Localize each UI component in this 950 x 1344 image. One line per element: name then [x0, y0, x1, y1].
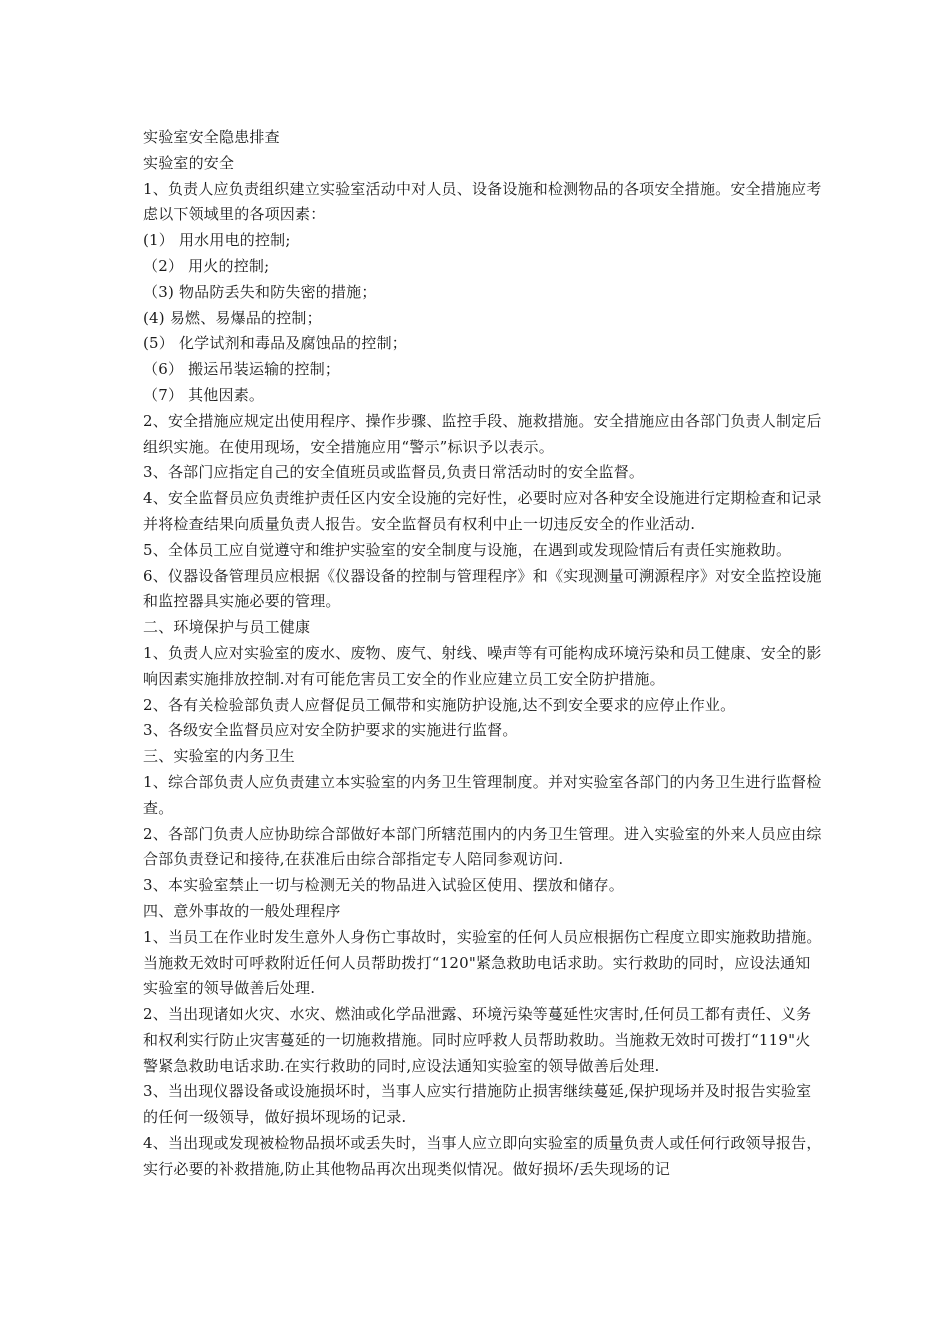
paragraph: 5、全体员工应自觉遵守和维护实验室的安全制度与设施，在遇到或发现险情后有责任实施救助。 — [143, 540, 792, 559]
section-heading-housekeeping: 三、实验室的内务卫生 — [143, 747, 296, 766]
list-item: （6） 搬运吊装运输的控制； — [143, 360, 341, 379]
list-item: （2） 用火的控制; — [143, 256, 270, 275]
section-heading-environment: 二、环境保护与员工健康 — [143, 618, 311, 637]
list-item: (5） 化学试剂和毒品及腐蚀品的控制； — [143, 334, 407, 353]
paragraph: 3、当出现仪器设备或设施损坏时，当事人应实行措施防止损害继续蔓延,保护现场并及时报告实验室的任何一级领导，做好损坏现场的记录. — [143, 1082, 812, 1127]
paragraph: 3、本实验室禁止一切与检测无关的物品进入试验区使用、摆放和储存。 — [143, 876, 624, 895]
list-item: （3) 物品防丢失和防失密的措施； — [143, 282, 377, 301]
paragraph: 2、当出现诸如火灾、水灾、燃油或化学品泄露、环境污染等蔓延性灾害时,任何员工都有责任、义务和权利实行防止灾害蔓延的一切施救措施。同时应呼救人员帮助救助。当施救无效时可拨打“119"火警紧急救助电话求助.在实行救助的同时,应设法通知实验室的领导做善后处理. — [143, 1005, 812, 1075]
paragraph: 3、各级安全监督员应对安全防护要求的实施进行监督。 — [143, 721, 518, 740]
document-body — [143, 125, 823, 1183]
paragraph: 1、综合部负责人应负责建立本实验室的内务卫生管理制度。并对实验室各部门的内务卫生进行监督检查。 — [143, 772, 822, 817]
list-item: （7） 其他因素。 — [143, 385, 265, 404]
section-heading-lab-safety: 实验室的安全 — [143, 153, 235, 172]
paragraph: 3、各部门应指定自己的安全值班员或监督员,负责日常活动时的安全监督。 — [143, 463, 645, 482]
list-item: (1） 用水用电的控制; — [143, 231, 291, 250]
list-item: (4) 易燃、易爆品的控制； — [143, 308, 322, 327]
paragraph: 2、各部门负责人应协助综合部做好本部门所辖范围内的内务卫生管理。进入实验室的外来人员应由综合部负责登记和接待,在获准后由综合部指定专人陪同参观访问. — [143, 824, 822, 869]
paragraph: 1、负责人应对实验室的废水、废物、废气、射线、噪声等有可能构成环境污染和员工健康、安全的影响因素实施排放控制.对有可能危害员工安全的作业应建立员工安全防护措施。 — [143, 643, 822, 688]
paragraph: 2、各有关检验部负责人应督促员工佩带和实施防护设施,达不到安全要求的应停止作业。 — [143, 695, 736, 714]
paragraph: 6、仪器设备管理员应根据《仪器设备的控制与管理程序》和《实现测量可溯源程序》对安全监控设施和监控器具实施必要的管理。 — [143, 566, 822, 611]
paragraph: 1、负责人应负责组织建立实验室活动中对人员、设备设施和检测物品的各项安全措施。安全措施应考虑以下领域里的各项因素： — [143, 179, 822, 224]
section-heading-accidents: 四、意外事故的一般处理程序 — [143, 901, 341, 920]
document-title: 实验室安全隐患排查 — [143, 128, 280, 146]
paragraph: 2、安全措施应规定出使用程序、操作步骤、监控手段、施救措施。安全措施应由各部门负责人制定后组织实施。在使用现场，安全措施应用“警示”标识予以表示。 — [143, 411, 822, 456]
paragraph: 1、当员工在作业时发生意外人身伤亡事故时，实验室的任何人员应根据伤亡程度立即实施救助措施。当施救无效时可呼救附近任何人员帮助拨打“120"紧急救助电话求助。实行救助的同时，应设法通知实验室的领导做善后处理. — [143, 927, 822, 998]
paragraph: 4、当出现或发现被检物品损坏或丢失时，当事人应立即向实验室的质量负责人或任何行政领导报告，实行必要的补救措施,防止其他物品再次出现类似情况。做好损坏/丢失现场的记 — [143, 1134, 822, 1178]
paragraph: 4、安全监督员应负责维护责任区内安全设施的完好性，必要时应对各种安全设施进行定期检查和记录并将检查结果向质量负责人报告。安全监督员有权利中止一切违反安全的作业活动. — [143, 489, 822, 533]
